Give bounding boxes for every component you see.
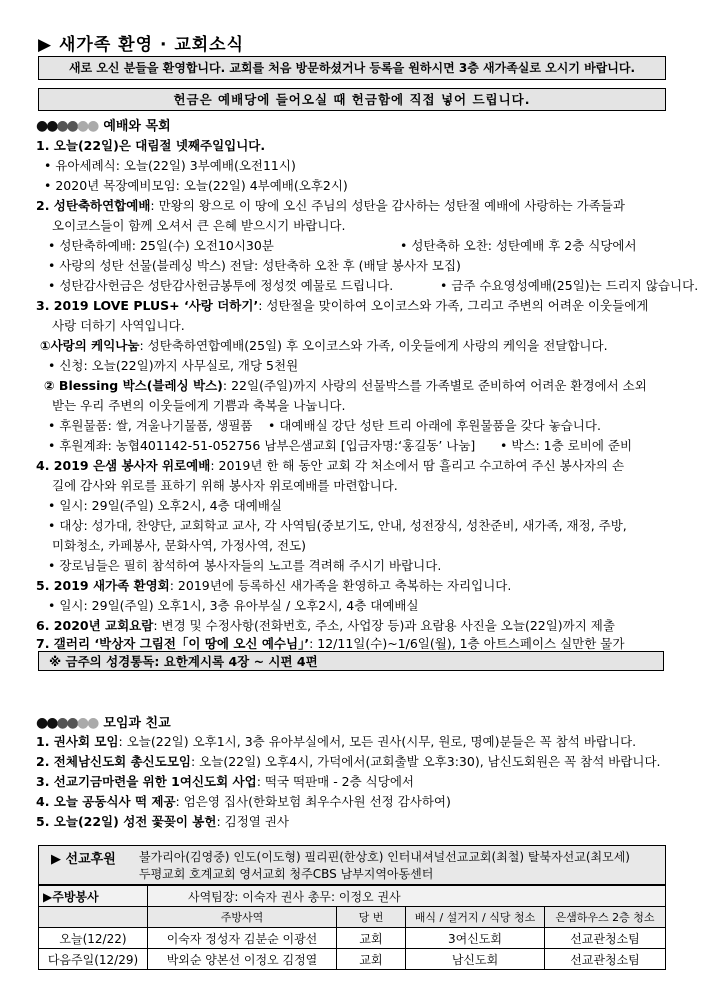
kitchen-label: ▶주방봉사 <box>39 886 148 907</box>
column-header <box>39 907 148 928</box>
worship-line: • 신청: 오늘(22일)까지 사무실로, 개당 5천원 <box>48 358 299 373</box>
table-cell: 교회 <box>337 928 406 949</box>
worship-line: 2. 성탄축하연합예배: 만왕의 왕으로 이 땅에 오신 주님의 성탄을 감사하는 성탄절 예배에 사랑하는 가족들과 <box>36 198 625 213</box>
page-title: ▶ 새가족 환영 · 교회소식 <box>38 35 245 55</box>
worship-line: • 2020년 목장예비모임: 오늘(22일) 4부예배(오후2시) <box>44 178 348 193</box>
worship-section-heading <box>36 115 171 134</box>
worship-line: 1. 오늘(22일)은 대림절 넷째주일입니다. <box>36 138 266 153</box>
worship-line: • 금주 수요영성예배(25일)는 드리지 않습니다. <box>440 278 699 293</box>
fellowship-line: 4. 오늘 공동식사 떡 제공: 엄은영 집사(한화보험 최우수사원 선정 감사하여) <box>36 794 451 809</box>
worship-line: 4. 2019 은샘 봉사자 위로예배: 2019년 한 해 동안 교회 각 처소에서 땀 흘리고 수고하여 주신 봉사자의 손 <box>36 458 625 473</box>
offering-banner: 헌금은 예배당에 들어오실 때 헌금함에 직접 넣어 드립니다. <box>38 88 666 111</box>
worship-line: 받는 우리 주변의 이웃들에게 기쁨과 축복을 나눕니다. <box>52 398 346 413</box>
worship-line: 사랑 더하기 사역입니다. <box>52 318 185 333</box>
worship-line: • 성탄축하 오찬: 성탄예배 후 2층 식당에서 <box>400 238 637 253</box>
welcome-banner: 새로 오신 분들을 환영합니다. 교회를 처음 방문하셨거나 등록을 원하시면 3층 새가족실로 오시기 바랍니다. <box>38 56 666 80</box>
worship-line: ①사랑의 케익나눔: 성탄축하연합예배(25일) 후 오이코스와 가족, 이웃들에게 사랑의 케익을 전달합니다. <box>40 338 608 353</box>
worship-line: 오이코스들이 함께 오셔서 큰 은혜 받으시기 바랍니다. <box>52 218 346 233</box>
worship-heading-text: 예배와 목회 <box>103 119 171 134</box>
worship-line: ② Blessing 박스(블레싱 박스): 22일(주일)까지 사랑의 선물박스를 가족별로 준비하여 어려운 환경에서 소외 <box>44 378 647 393</box>
mission-support-box <box>38 845 666 885</box>
worship-line: • 성탄축하예배: 25일(수) 오전10시30분 <box>48 238 274 253</box>
kitchen-leaders: 사역팀장: 이숙자 권사 총무: 이정오 권사 <box>148 886 666 907</box>
worship-line: • 후원계좌: 농협401142-51-052756 남부은샘교회 [입금자명:‘홍길동’ 나눔] <box>48 438 476 453</box>
worship-line: 6. 2020년 교회요람: 변경 및 수정사항(전화번호, 주소, 사업장 등)과 요람용 사진을 오늘(22일)까지 제출 <box>36 618 615 633</box>
table-cell: 오늘(12/22) <box>39 928 148 949</box>
table-row <box>39 949 666 970</box>
worship-line: • 사랑의 성탄 선물(블레싱 박스) 전달: 성탄축하 오찬 후 (배달 봉사자 모집) <box>48 258 461 273</box>
column-header: 은샘하우스 2층 청소 <box>545 907 666 928</box>
table-cell: 남신도회 <box>406 949 545 970</box>
worship-line: • 후원물품: 쌀, 겨울나기물품, 생필품 <box>48 418 253 433</box>
fellowship-line: 1. 권사회 모임: 오늘(22일) 오후1시, 3층 유아부실에서, 모든 권사(시무, 원로, 명예)분들은 꼭 참석 바랍니다. <box>36 734 637 749</box>
fellowship-heading-text: 모임과 친교 <box>103 716 171 731</box>
worship-line: 3. 2019 LOVE PLUS+ ‘사랑 더하기’: 성탄절을 맞이하여 오이코스와 가족, 그리고 주변의 어려운 이웃들에게 <box>36 298 649 313</box>
table-cell: 교회 <box>337 949 406 970</box>
fellowship-section-heading <box>36 712 171 731</box>
worship-line: • 일시: 29일(주일) 오후1시, 3층 유아부실 / 오후2시, 4층 대예배실 <box>48 598 419 613</box>
column-header: 주방사역 <box>148 907 337 928</box>
fellowship-line: 3. 선교기금마련을 위한 1여신도회 사업: 떡국 떡판매 - 2층 식당에서 <box>36 774 414 789</box>
table-cell: 박외순 양본선 이정오 김정열 <box>148 949 337 970</box>
mission-line-2: 두평교회 호계교회 영서교회 청주CBS 남부지역아동센터 <box>139 867 434 881</box>
bible-reading-banner: ※ 금주의 성경통독: 요한계시록 4장 ~ 시편 4편 <box>38 651 664 671</box>
fellowship-line: 5. 오늘(22일) 성전 꽃꽂이 봉헌: 김정열 권사 <box>36 814 289 829</box>
table-cell: 선교관청소팀 <box>545 949 666 970</box>
worship-line: 미화청소, 카페봉사, 문화사역, 가정사역, 전도) <box>52 538 307 553</box>
worship-line: • 대상: 성가대, 찬양단, 교회학교 교사, 각 사역팀(중보기도, 안내, 성전장식, 성찬준비, 새가족, 재정, 주방, <box>48 518 627 533</box>
worship-line: • 유아세례식: 오늘(22일) 3부예배(오전11시) <box>44 158 296 173</box>
worship-line: 7. 갤러리 ‘박상자 그림전「이 땅에 오신 예수님」’: 12/11일(수)~1/6일(월), 1층 아트스페이스 실만한 물가 <box>36 636 625 651</box>
table-cell: 다음주일(12/29) <box>39 949 148 970</box>
worship-line: • 박스: 1층 로비에 준비 <box>500 438 633 453</box>
mission-label: ▶ 선교후원 <box>51 852 116 867</box>
worship-line: 5. 2019 새가족 환영회: 2019년에 등록하신 새가족을 환영하고 축복하는 자리입니다. <box>36 578 512 593</box>
worship-line: • 대예배실 강단 성탄 트리 아래에 후원물품을 갖다 놓습니다. <box>268 418 601 433</box>
worship-line: • 성탄감사헌금은 성탄감사헌금봉투에 정성껏 예물로 드립니다. <box>48 278 394 293</box>
section-dots-icon: ●●●●●● <box>36 715 98 731</box>
mission-line-1: 불가리아(김영중) 인도(이도형) 필리핀(한상호) 인터내셔널선교교회(최철) 탈북자선교(최모세) <box>139 850 630 864</box>
worship-line: • 일시: 29일(주일) 오후2시, 4층 대예배실 <box>48 498 282 513</box>
fellowship-line: 2. 전체남신도회 총신도모임: 오늘(22일) 오후4시, 가덕에서(교회출발 오후3:30), 남신도회원은 꼭 참석 바랍니다. <box>36 754 661 769</box>
worship-line: 길에 감사와 위로를 표하기 위해 봉사자 위로예배를 마련합니다. <box>52 478 398 493</box>
worship-line: • 장로님들은 필히 참석하여 봉사자들의 노고를 격려해 주시기 바랍니다. <box>48 558 442 573</box>
table-header-row <box>39 907 666 928</box>
table-cell: 3여신도회 <box>406 928 545 949</box>
kitchen-duty-table <box>38 885 666 970</box>
column-header: 당 번 <box>337 907 406 928</box>
table-cell: 선교관청소팀 <box>545 928 666 949</box>
section-dots-icon: ●●●●●● <box>36 118 98 134</box>
column-header: 배식 / 설거지 / 식당 청소 <box>406 907 545 928</box>
table-row <box>39 928 666 949</box>
table-cell: 이숙자 정성자 김분순 이광선 <box>148 928 337 949</box>
